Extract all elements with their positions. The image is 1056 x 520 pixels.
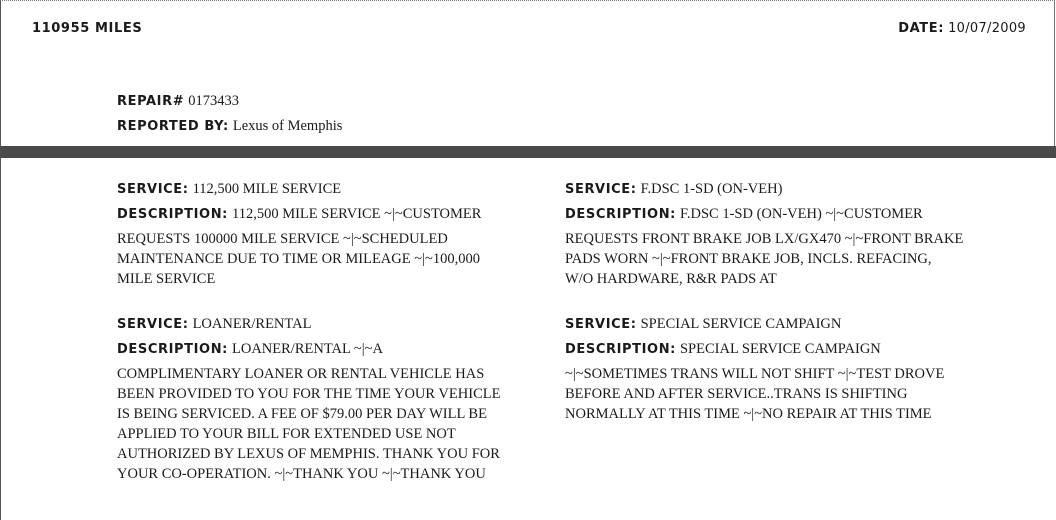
service-value: F.DSC 1-SD (ON-VEH) xyxy=(640,181,783,197)
service-entry xyxy=(565,179,965,289)
services-card xyxy=(0,158,1056,520)
service-label: SERVICE: xyxy=(117,182,189,197)
record-header-card xyxy=(0,0,1055,146)
description-text: REQUESTS FRONT BRAKE JOB LX/GX470 ~|~FRONT BRAKE PADS WORN ~|~FRONT BRAKE JOB, INCLS. REFACING, W/O HARDWARE, R&R PADS AT xyxy=(565,231,964,287)
date-value: 10/07/2009 xyxy=(948,21,1026,36)
description-label: DESCRIPTION: xyxy=(117,342,228,357)
service-entry xyxy=(117,179,517,289)
repair-value: 0173433 xyxy=(188,93,239,109)
service-row xyxy=(565,314,965,339)
description-text: ~|~SOMETIMES TRANS WILL NOT SHIFT ~|~TEST DROVE BEFORE AND AFTER SERVICE..TRANS IS SHIFTING NORMALLY AT THIS TIME ~|~NO REPAIR AT THIS TIME xyxy=(565,366,945,422)
description-first-line: LOANER/RENTAL ~|~A xyxy=(231,341,383,357)
service-label: SERVICE: xyxy=(565,182,637,197)
reported-by-field xyxy=(117,117,342,135)
description-text: REQUESTS 100000 MILE SERVICE ~|~SCHEDULED MAINTENANCE DUE TO TIME OR MILEAGE ~|~100,000 MILE SERVICE xyxy=(117,231,480,287)
description-first-line: 112,500 MILE SERVICE ~|~CUSTOMER xyxy=(231,206,482,222)
date-field xyxy=(898,19,1026,37)
mileage-text: 110955 MILES xyxy=(32,21,143,36)
service-value: LOANER/RENTAL xyxy=(192,316,312,332)
description-row xyxy=(565,204,965,229)
description-label: DESCRIPTION: xyxy=(117,207,228,222)
service-row xyxy=(117,314,517,339)
section-divider xyxy=(0,146,1056,158)
service-label: SERVICE: xyxy=(565,317,637,332)
date-label: DATE: xyxy=(898,21,945,36)
reported-by-label: REPORTED BY: xyxy=(117,119,229,134)
description-text: COMPLIMENTARY LOANER OR RENTAL VEHICLE HAS BEEN PROVIDED TO YOU FOR THE TIME YOUR VEHICLE IS BEING SERVICED. A FEE OF $79.00 PER DAY WILL BE APPLIED TO YOUR BILL FOR EXTENDED USE NOT AUTHORIZED BY LEXUS OF MEMPHIS. THANK YOU FOR YOUR CO-OPERATION. ~|~THANK YOU ~|~THANK YOU xyxy=(117,366,501,482)
description-row xyxy=(565,339,965,364)
description-first-line: F.DSC 1-SD (ON-VEH) ~|~CUSTOMER xyxy=(679,206,923,222)
service-label: SERVICE: xyxy=(117,317,189,332)
service-entry xyxy=(117,314,517,484)
description-first-line: SPECIAL SERVICE CAMPAIGN xyxy=(679,341,881,357)
description-row xyxy=(117,204,517,229)
service-value: 112,500 MILE SERVICE xyxy=(192,181,342,197)
service-entry xyxy=(565,314,965,424)
service-value: SPECIAL SERVICE CAMPAIGN xyxy=(640,316,842,332)
repair-number-field xyxy=(117,92,239,110)
service-row xyxy=(565,179,965,204)
reported-by-value: Lexus of Memphis xyxy=(232,118,343,134)
description-label: DESCRIPTION: xyxy=(565,342,676,357)
description-label: DESCRIPTION: xyxy=(565,207,676,222)
repair-label: REPAIR# xyxy=(117,94,185,109)
description-row xyxy=(117,339,517,364)
service-row xyxy=(117,179,517,204)
